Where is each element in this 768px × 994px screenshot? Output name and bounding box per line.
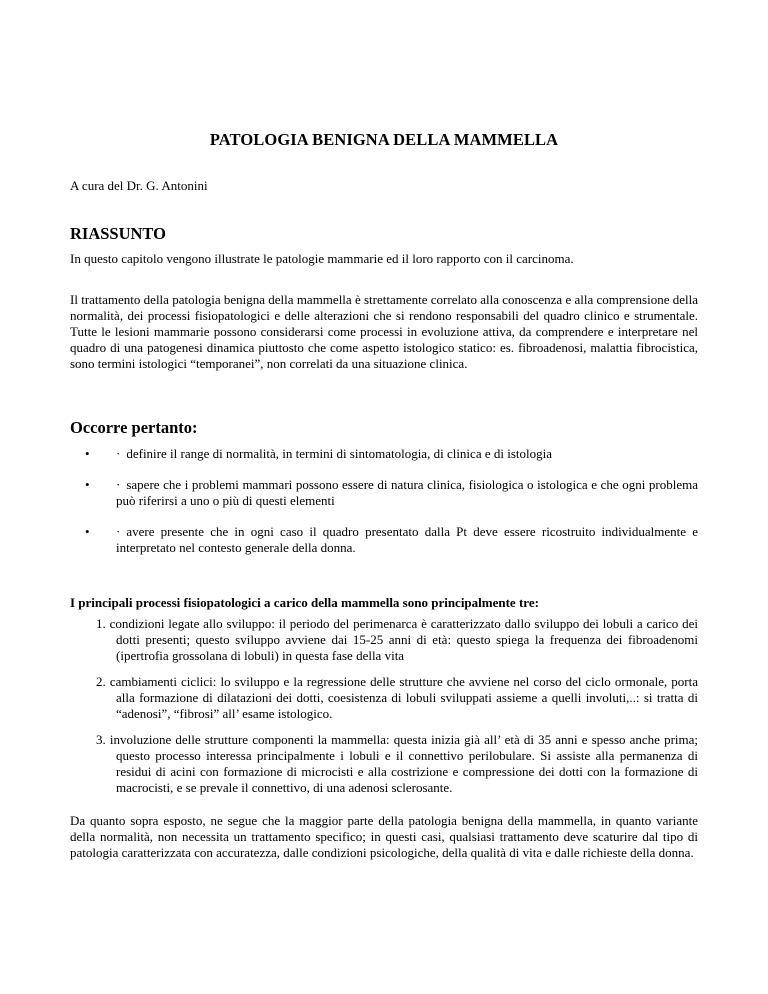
middot-icon: · (116, 446, 121, 461)
middot-icon: · (116, 524, 121, 539)
process-text: condizioni legate allo sviluppo: il periodo del perimenarca è caratterizzato dallo sviluppo dei lobuli a carico dei dotti presenti; questo sviluppo avviene dai 15-25 anni di età: questo spiega la frequenza dei fibroadenomi (ipertrofia grossolana di lobuli) in questa fase della vita (109, 616, 698, 663)
process-text: cambiamenti ciclici: lo sviluppo e la regressione delle strutture che avviene nel corso del ciclo ormonale, porta alla formazione di dilatazioni dei dotti, coesistenza di lobuli sviluppati assieme a quelli involuti,..: si tratta di “adenosi”, “fibrosi” all’ esame istologico. (109, 674, 699, 721)
author-line: A cura del Dr. G. Antonini (70, 178, 208, 193)
list-item (70, 732, 698, 796)
summary-heading: RIASSUNTO (70, 224, 166, 243)
conclusion-paragraph: Da quanto sopra esposto, ne segue che la maggior parte della patologia benigna della mammella, in quanto variante della normalità, non necessita un trattamento specifico; in questi casi, qualsiasi trattamento deve scaturire dal tipo di patologia caratterizzata con accuratezza, dalle condizioni psicologiche, della qualità di vita e dalle richieste della donna. (70, 813, 698, 860)
bullet-icon: • (85, 524, 90, 539)
process-number: 3. (96, 732, 106, 747)
list-item (70, 674, 698, 722)
intro-paragraph: Il trattamento della patologia benigna della mammella è strettamente correlato alla conoscenza e alla comprensione della normalità, dei processi fisiopatologici e delle alterazioni che si rendono responsabili del quadro clinico e strumentale. Tutte le lesioni mammarie possono considerarsi come processi in evoluzione attiva, da comprendere e interpretare nel quadro di una patogenesi dinamica piuttosto che come aspetto istologico statico: es. fibroadenosi, malattia fibrocistica, sono termini istologici “temporanei”, non correlati da una situazione clinica. (70, 292, 698, 371)
processes-list (70, 616, 698, 806)
bullet-text: avere presente che in ogni caso il quadro presentato dalla Pt deve essere ricostruito individualmente e interpretato nel contesto generale della donna. (116, 524, 698, 555)
process-number: 2. (96, 674, 106, 689)
bullet-text: definire il range di normalità, in termini di sintomatologia, di clinica e di istologia (126, 446, 552, 461)
occorre-heading: Occorre pertanto: (70, 418, 198, 437)
summary-text: In questo capitolo vengono illustrate le patologie mammarie ed il loro rapporto con il carcinoma. (70, 251, 574, 266)
document-title: PATOLOGIA BENIGNA DELLA MAMMELLA (209, 130, 559, 149)
processes-heading: I principali processi fisiopatologici a carico della mammella sono principalmente tre: (70, 595, 539, 610)
bullet-text: sapere che i problemi mammari possono essere di natura clinica, fisiologica o istologica e che ogni problema può riferirsi a uno o più di questi elementi (116, 477, 698, 508)
process-number: 1. (96, 616, 106, 631)
process-text: involuzione delle strutture componenti la mammella: questa inizia già all’ età di 35 anni e spesso anche prima; questo processo interessa principalmente i lobuli e il connettivo perilobulare. Si assiste alla permanenza di residui di acini con formazione di microcisti e alla costrizione e compressione dei dotti con la formazione di macrocisti, e se prevale il connettivo, di una adenosi sclerosante. (109, 732, 699, 795)
list-item (70, 446, 698, 462)
bullet-icon: • (85, 446, 90, 461)
list-item (70, 477, 698, 509)
list-item (70, 524, 698, 556)
list-item (70, 616, 698, 664)
middot-icon: · (116, 477, 121, 492)
bullet-icon: • (85, 477, 90, 492)
bullet-list (70, 446, 698, 571)
